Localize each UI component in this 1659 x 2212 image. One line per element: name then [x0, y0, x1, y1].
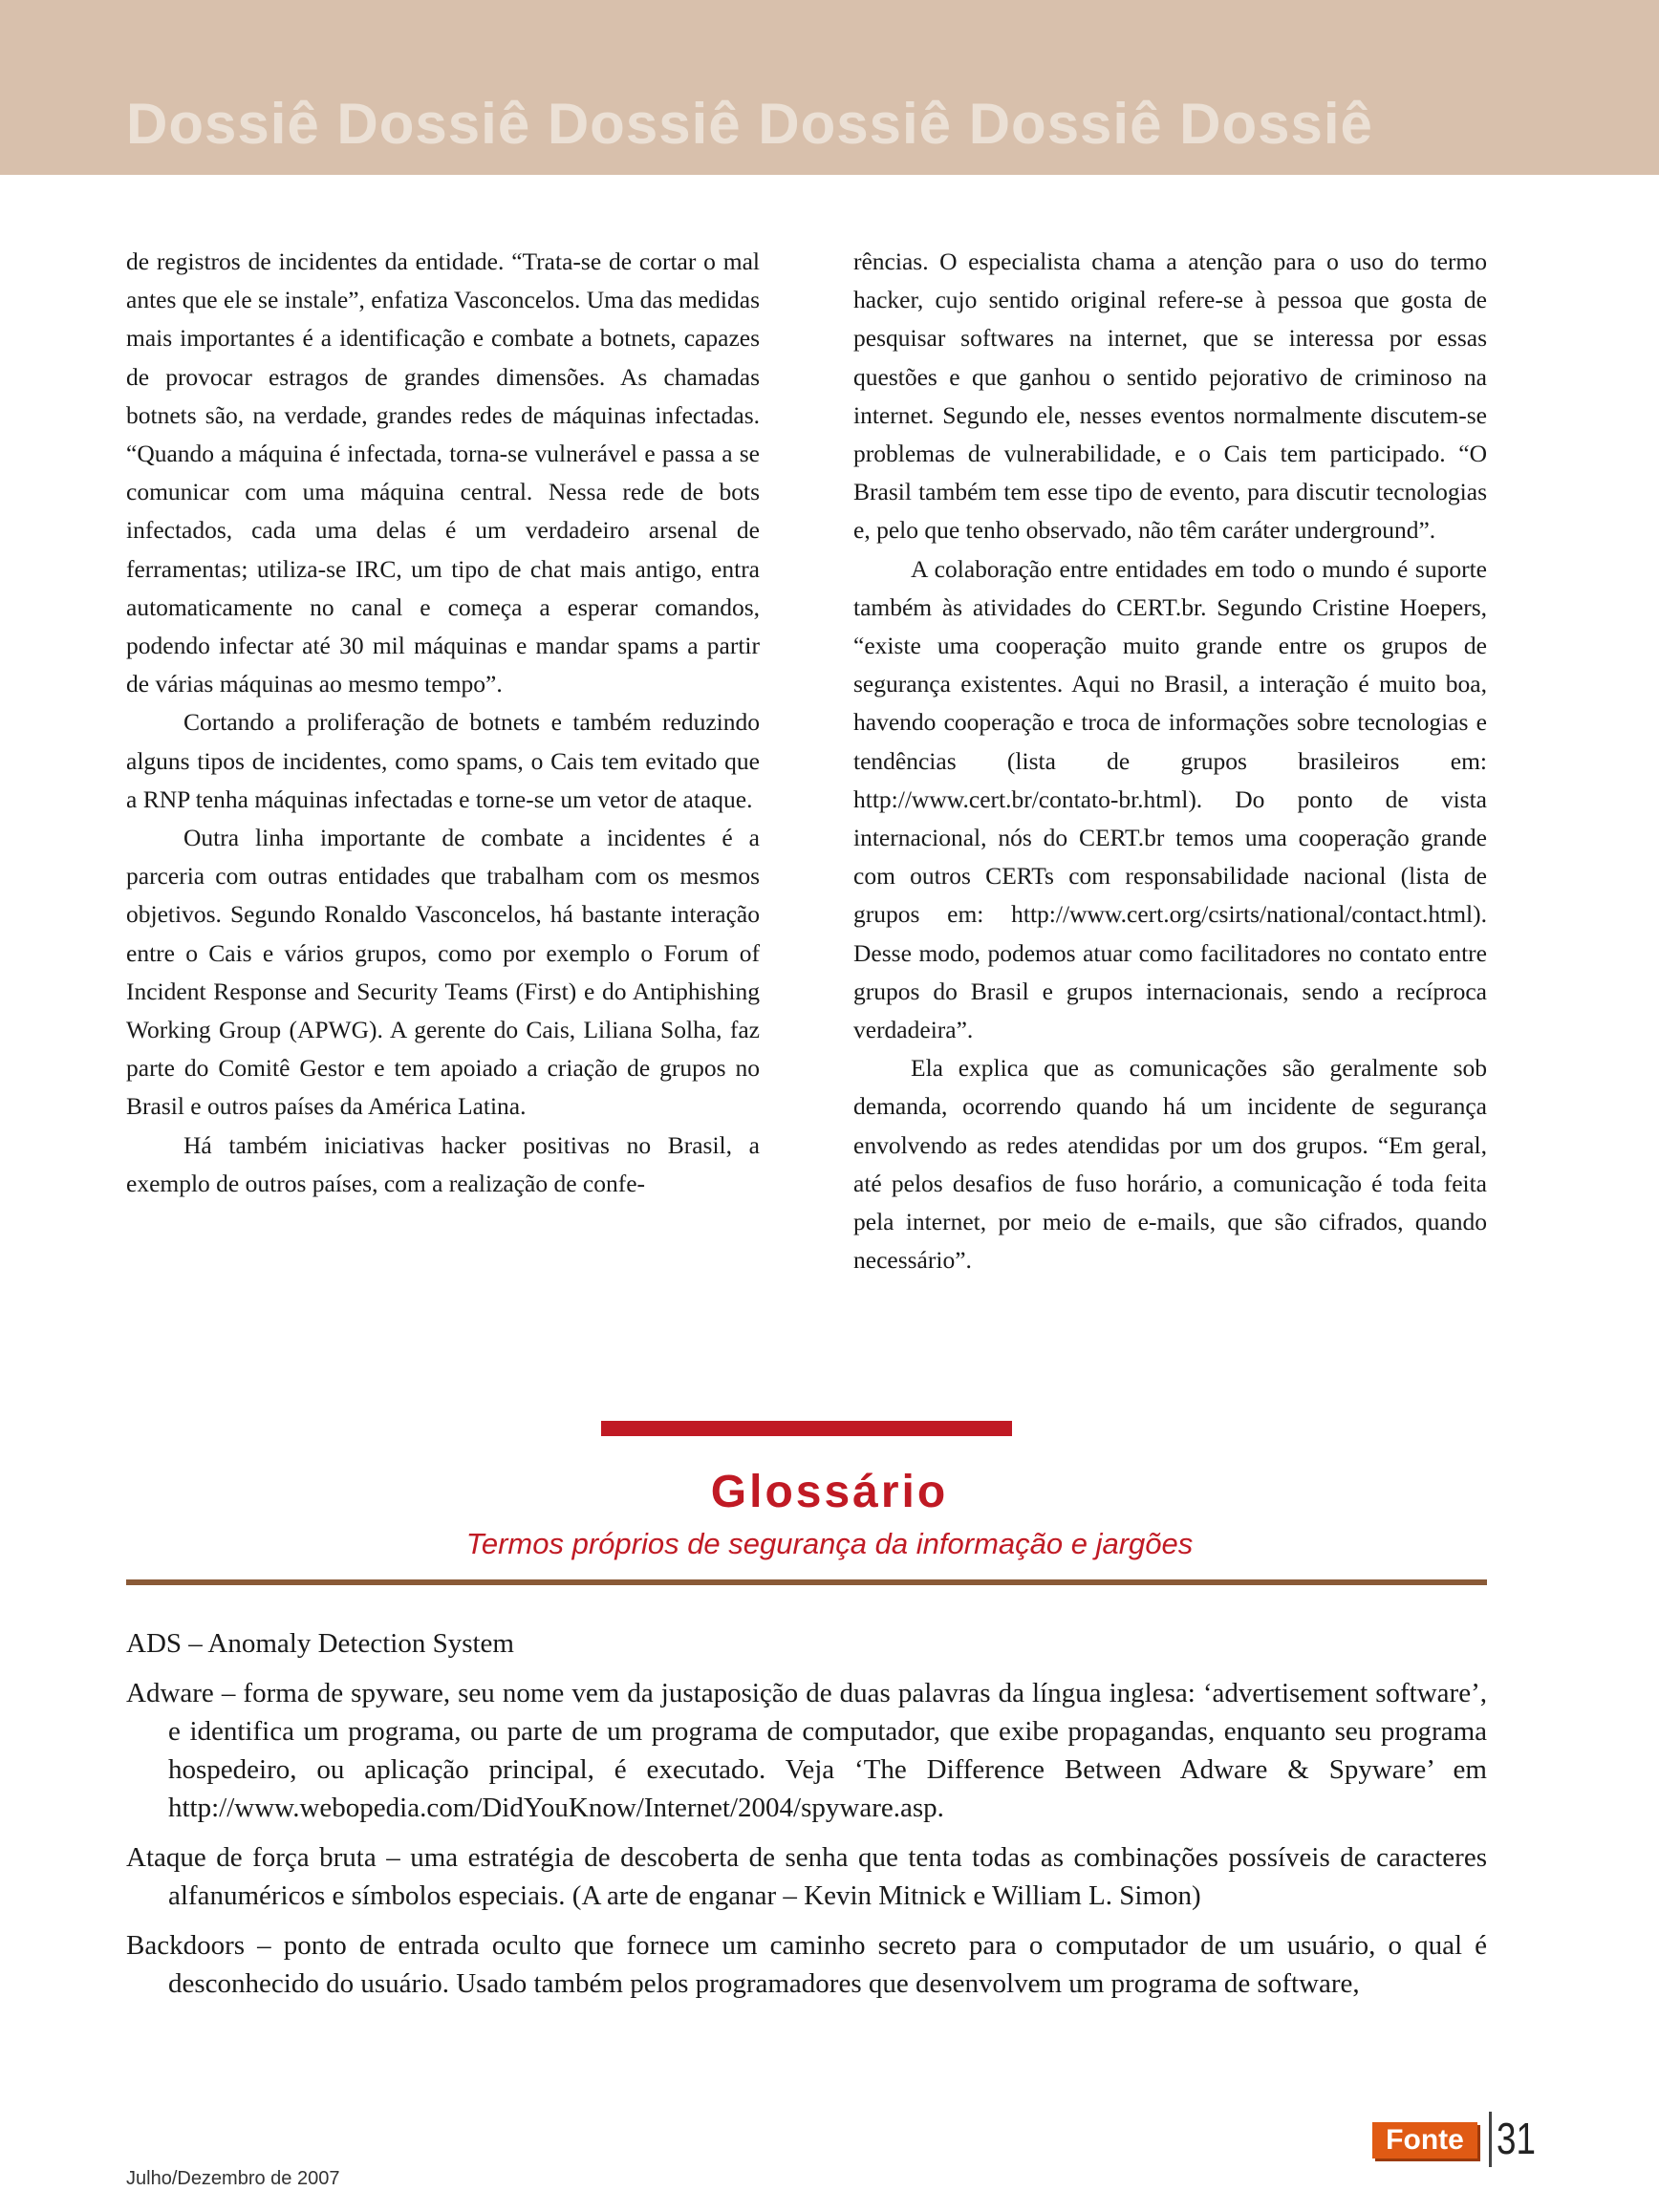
article-column-left: [126, 243, 760, 1203]
glossary-title: Glossário: [710, 1467, 949, 1517]
fonte-logo: Fonte: [1372, 2122, 1477, 2158]
article-paragraph: A colaboração entre entidades em todo o mundo é suporte também às atividades do CERT.br. Segundo Cristine Hoepers, “existe uma cooperação muito grande entre os grupos de segurança existentes. Aqui no Brasil, a interação é muito boa, havendo cooperação e troca de informações sobre tecnologias e tendências (lista de grupos brasileiros em: http://www.cert.br/contato-br.html). Do ponto de vista internacional, nós do CERT.br temos uma cooperação grande com outros CERTs com responsabilidade nacional (lista de grupos em: http://www.cert.org/csirts/national/contact.html). Desse modo, podemos atuar como facilitadores no contato entre grupos do Brasil e grupos internacionais, sendo a recíproca verdadeira”.: [853, 554, 1487, 1044]
article-paragraph: Há também iniciativas hacker positivas no Brasil, a exemplo de outros países, com a realização de confe-: [126, 1130, 760, 1197]
glossary-list: [126, 1624, 1487, 2014]
section-header: Dossiê Dossiê Dossiê Dossiê Dossiê Dossiê: [126, 92, 1373, 156]
glossary-entry: Backdoors – ponto de entrada oculto que fornece um caminho secreto para o computador de um usuário, o qual é desconhecido do usuário. Usado também pelos programadores que desenvolvem um programa de software,: [126, 1930, 1487, 1999]
article-paragraph: Outra linha importante de combate a incidentes é a parceria com outras entidades que trabalham com os mesmos objetivos. Segundo Ronaldo Vasconcelos, há bastante interação entre o Cais e vários grupos, como por exemplo o Forum of Incident Response and Security Teams (First) e do Antiphishing Working Group (APWG). A gerente do Cais, Liliana Solha, faz parte do Comitê Gestor e tem apoiado a criação de grupos no Brasil e outros países da América Latina.: [126, 824, 760, 1121]
issue-date: Julho/Dezembro de 2007: [126, 2168, 340, 2189]
page-number: 31: [1497, 2114, 1536, 2163]
article-paragraph: Ela explica que as comunicações são geralmente sob demanda, ocorrendo quando há um incidente de segurança envolvendo as redes atendidas por um dos grupos. “Em geral, até pelos desafios de fuso horário, a comunicação é toda feita pela internet, por meio de e-mails, que são cifrados, quando necessário”.: [853, 1054, 1487, 1275]
glossary-divider: [126, 1579, 1487, 1585]
article-column-right: [853, 243, 1487, 1279]
article-paragraph: Cortando a proliferação de botnets e também reduzindo alguns tipos de incidentes, como spams, o Cais tem evitado que a RNP tenha máquinas infectadas e torne-se um vetor de ataque.: [126, 708, 760, 813]
footer-divider: [1489, 2112, 1492, 2167]
glossary-accent-bar: [601, 1421, 1012, 1436]
glossary-subtitle: Termos próprios de segurança da informação e jargões: [465, 1527, 1194, 1560]
article-paragraph: rências. O especialista chama a atenção para o uso do termo hacker, cujo sentido original refere-se à pessoa que gosta de pesquisar softwares na internet, que se interessa por essas questões e que ganhou o sentido pejorativo de criminoso na internet. Segundo ele, nesses eventos normalmente discutem-se problemas de vulnerabilidade, e o Cais tem participado. “O Brasil também tem esse tipo de evento, para discutir tecnologias e, pelo que tenho observado, não têm caráter underground”.: [853, 247, 1487, 545]
article-paragraph: de registros de incidentes da entidade. “Trata-se de cortar o mal antes que ele se instale”, enfatiza Vasconcelos. Uma das medidas mais importantes é a identificação e combate a botnets, capazes de provocar estragos de grandes dimensões. As chamadas botnets são, na verdade, grandes redes de máquinas infectadas. “Quando a máquina é infectada, torna-se vulnerável e passa a se comunicar com uma máquina central. Nessa rede de bots infectados, cada uma delas é um verdadeiro arsenal de ferramentas; utiliza-se IRC, um tipo de chat mais antigo, entra automaticamente no canal e começa a esperar comandos, podendo infectar até 30 mil máquinas e mandar spams a partir de várias máquinas ao mesmo tempo”.: [126, 247, 760, 698]
glossary-entry: ADS – Anomaly Detection System: [126, 1628, 514, 1659]
glossary-entry: Adware – forma de spyware, seu nome vem da justaposição de duas palavras da língua inglesa: ‘advertisement software’, e identifica um programa, ou parte de um programa de computador, que exibe propagandas, enquanto seu programa hospedeiro, ou aplicação principal, é executado. Veja ‘The Difference Between Adware & Spyware’ em http://www.webopedia.com/DidYouKnow/Internet/2004/spyware.asp.: [126, 1678, 1487, 1823]
glossary-entry: Ataque de força bruta – uma estratégia de descoberta de senha que tenta todas as combinações possíveis de caracteres alfanuméricos e símbolos especiais. (A arte de enganar – Kevin Mitnick e William L. Simon): [126, 1842, 1487, 1911]
